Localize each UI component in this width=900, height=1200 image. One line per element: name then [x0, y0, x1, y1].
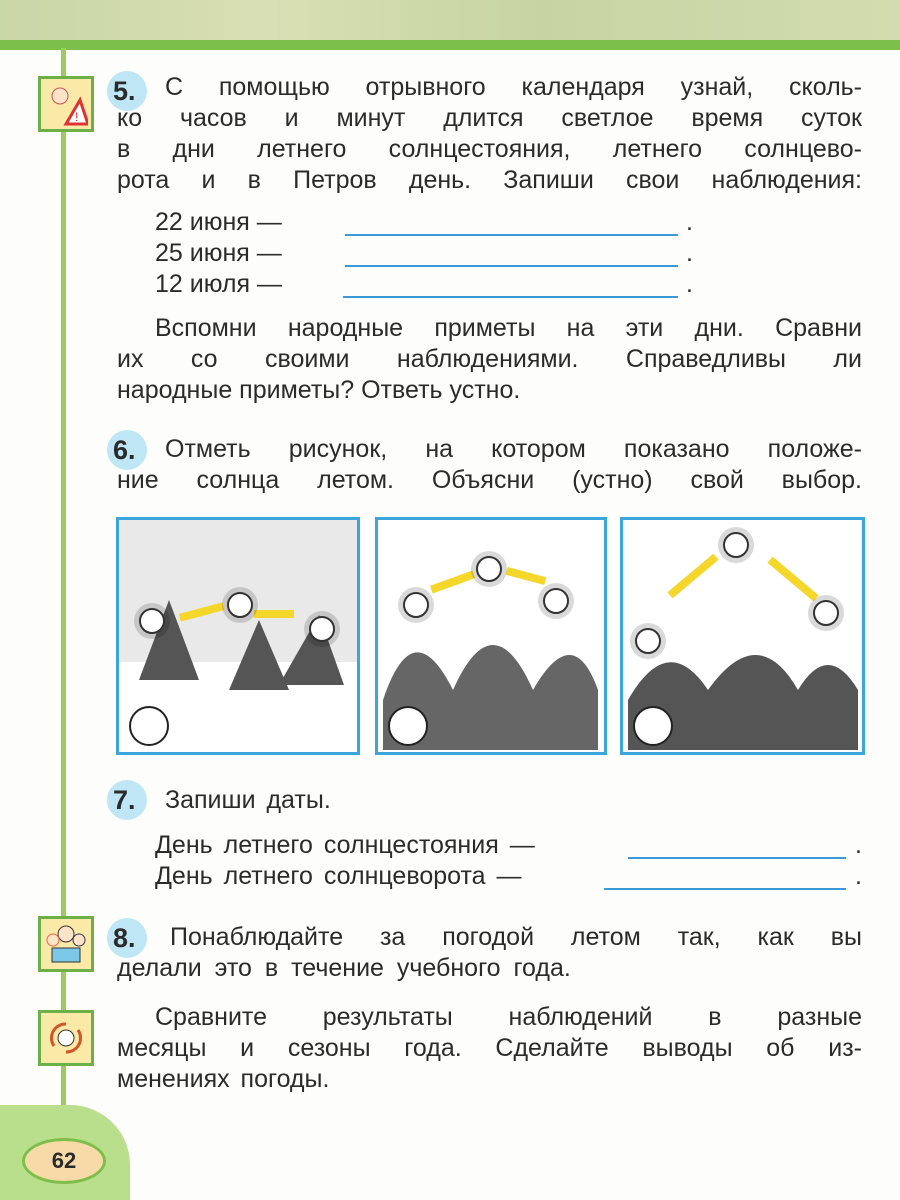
- banner-border: [0, 40, 900, 50]
- task-8-extra: Сравните результаты наблюдений в разные: [155, 1003, 862, 1031]
- date-label: 25 июня —: [155, 239, 282, 267]
- family-reading-icon: [38, 916, 94, 972]
- task-5-text: рота и в Петров день. Запиши свои наблюдения:: [117, 166, 862, 194]
- period: .: [855, 862, 862, 890]
- period: .: [686, 208, 693, 236]
- picture-winter: [116, 517, 360, 755]
- answer-field-12-july[interactable]: [343, 274, 678, 298]
- task-5-extra: народные приметы? Ответь устно.: [117, 376, 521, 404]
- choice-circle-winter[interactable]: [129, 706, 169, 746]
- task-number-8: 8.: [107, 918, 147, 958]
- task-5-text: в дни летнего солнцестояния, летнего солнцево-: [117, 135, 862, 163]
- task-6-text: ние солнца летом. Объясни (устно) свой выбор.: [117, 466, 862, 494]
- picture-autumn: [375, 517, 607, 755]
- task-8-text: Понаблюдайте за погодой летом так, как вы: [170, 923, 862, 951]
- date-row-25-june: [155, 238, 282, 269]
- date-label: 12 июля —: [155, 270, 282, 298]
- answer-field-22-june[interactable]: [345, 212, 678, 236]
- safety-warning-icon: [38, 76, 94, 132]
- svg-text:!: !: [75, 110, 79, 124]
- task-5-text: С помощью отрывного календаря узнай, сколь-: [165, 73, 862, 101]
- answer-field-25-june[interactable]: [345, 243, 678, 267]
- answer-field-solstice-turn[interactable]: [604, 866, 846, 890]
- task-8-text: делали это в течение учебного года.: [117, 954, 571, 982]
- margin-line: [61, 48, 66, 1158]
- task-7-title: Запиши даты.: [165, 786, 331, 814]
- task-6-text: Отметь рисунок, на котором показано положе-: [165, 435, 862, 463]
- choice-circle-summer[interactable]: [633, 706, 673, 746]
- task-5-text: ко часов и минут длится светлое время суток: [117, 104, 862, 132]
- task-number-5: 5.: [107, 71, 147, 111]
- self-check-icon: [38, 1010, 94, 1066]
- period: .: [686, 270, 693, 298]
- date-label-solstice: День летнего солнцестояния —: [155, 831, 535, 859]
- task-number-6: 6.: [107, 430, 147, 470]
- date-row-12-july: [155, 269, 282, 300]
- picture-summer: [620, 517, 865, 755]
- date-row-22-june: [155, 207, 282, 238]
- task-number-7: 7.: [107, 780, 147, 820]
- task-8-extra: месяцы и сезоны года. Сделайте выводы об из-: [117, 1034, 862, 1062]
- answer-field-solstice[interactable]: [628, 835, 846, 859]
- date-label-solstice-turn: День летнего солнцеворота —: [155, 862, 522, 890]
- period: .: [855, 831, 862, 859]
- task-8-extra: менениях погоды.: [117, 1065, 330, 1093]
- page-number: 62: [22, 1138, 106, 1184]
- date-label: 22 июня —: [155, 208, 282, 236]
- task-5-extra: Вспомни народные приметы на эти дни. Сравни: [155, 314, 862, 342]
- task-5-extra: их со своими наблюдениями. Справедливы ли: [117, 345, 862, 373]
- decorative-banner: [0, 0, 900, 42]
- period: .: [686, 239, 693, 267]
- choice-circle-autumn[interactable]: [388, 706, 428, 746]
